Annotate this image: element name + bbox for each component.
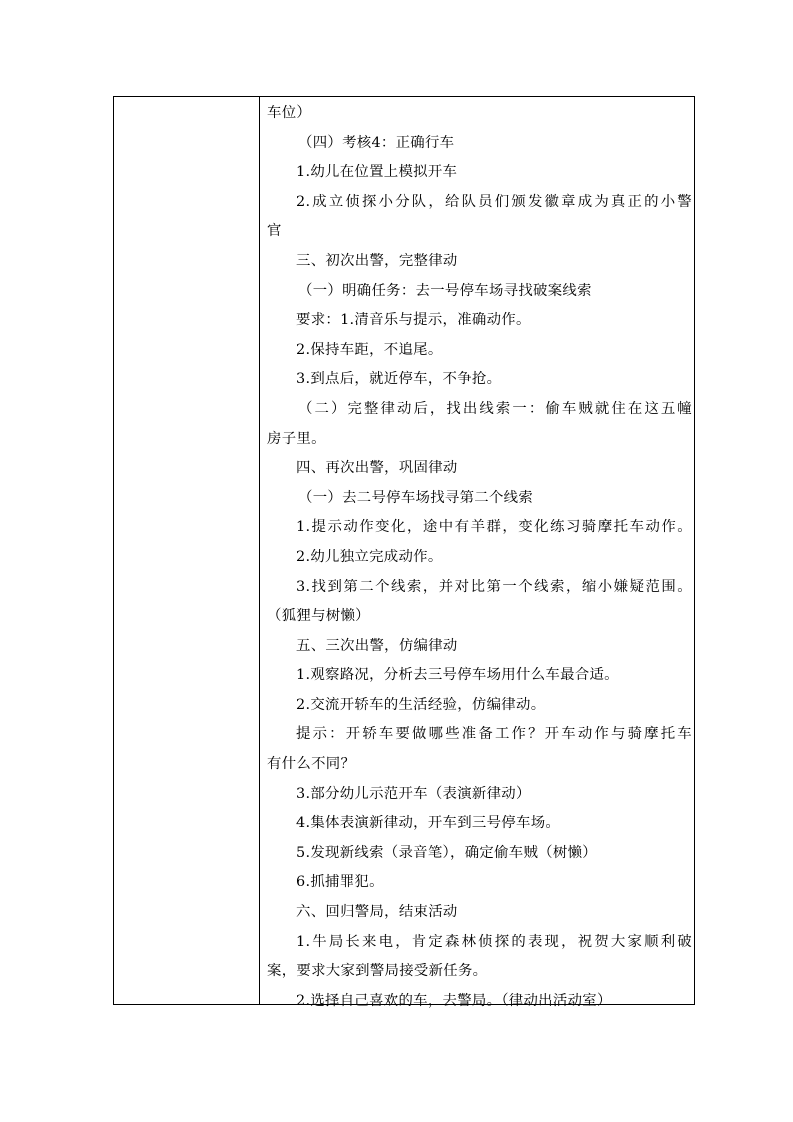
text-line: 1.观察路况，分析去三号停车场用什么车最合适。 (296, 667, 619, 684)
text-line: （一）去二号停车场找寻第二个线索 (298, 489, 534, 506)
text-line: 1.牛局长来电，肯定森林侦探的表现，祝贺大家顺利破 (296, 933, 692, 950)
column-divider (259, 97, 260, 1004)
text-line: 3.找到第二个线索，并对比第一个线索，缩小嫌疑范围。 (296, 578, 692, 595)
text-line: 要求：1.清音乐与提示，准确动作。 (296, 312, 531, 329)
text-line: 6.抓捕罪犯。 (296, 874, 384, 891)
text-line: 提示：开轿车要做哪些准备工作？开车动作与骑摩托车 (296, 726, 692, 743)
text-line: 房子里。 (267, 430, 326, 447)
text-line: 3.部分幼儿示范开车（表演新律动） (296, 785, 531, 802)
text-line: 2.交流开轿车的生活经验，仿编律动。 (296, 696, 546, 713)
text-line: 六、回归警局，结束活动 (296, 904, 458, 921)
text-line: 2.保持车距，不追尾。 (296, 341, 443, 358)
text-line: 2.幼儿独立完成动作。 (296, 548, 443, 565)
text-line: 2.成立侦探小分队，给队员们颁发徽章成为真正的小警 (296, 193, 692, 210)
text-line: 1.提示动作变化，途中有羊群，变化练习骑摩托车动作。 (296, 519, 692, 536)
text-line: 5.发现新线索（录音笔），确定偷车贼（树懒） (296, 844, 597, 861)
text-line: （一）明确任务：去一号停车场寻找破案线索 (298, 282, 592, 299)
text-line: 1.幼儿在位置上模拟开车 (296, 164, 458, 181)
text-line: 案，要求大家到警局接受新任务。 (267, 963, 488, 980)
activity-content-cell (267, 99, 692, 1016)
text-line: （二）完整律动后，找出线索一：偷车贼就住在这五幢 (298, 400, 692, 417)
text-line: 有什么不同？ (267, 756, 356, 773)
lesson-plan-table (113, 96, 695, 1009)
text-line: 3.到点后，就近停车，不争抢。 (296, 371, 502, 388)
text-line: 四、再次出警，巩固律动 (296, 460, 458, 477)
text-line: 4.集体表演新律动，开车到三号停车场。 (296, 815, 561, 832)
text-line: （狐狸与树懒） (267, 608, 370, 625)
text-line: 2.选择自己喜欢的车，去警局。（律动出活动室） (296, 992, 612, 1009)
text-line: （四）考核4：正确行车 (298, 134, 455, 151)
text-line: 车位） (267, 105, 312, 121)
text-line: 官 (267, 223, 282, 240)
text-line: 三、初次出警，完整律动 (296, 252, 458, 269)
text-line: 五、三次出警，仿编律动 (296, 637, 458, 654)
